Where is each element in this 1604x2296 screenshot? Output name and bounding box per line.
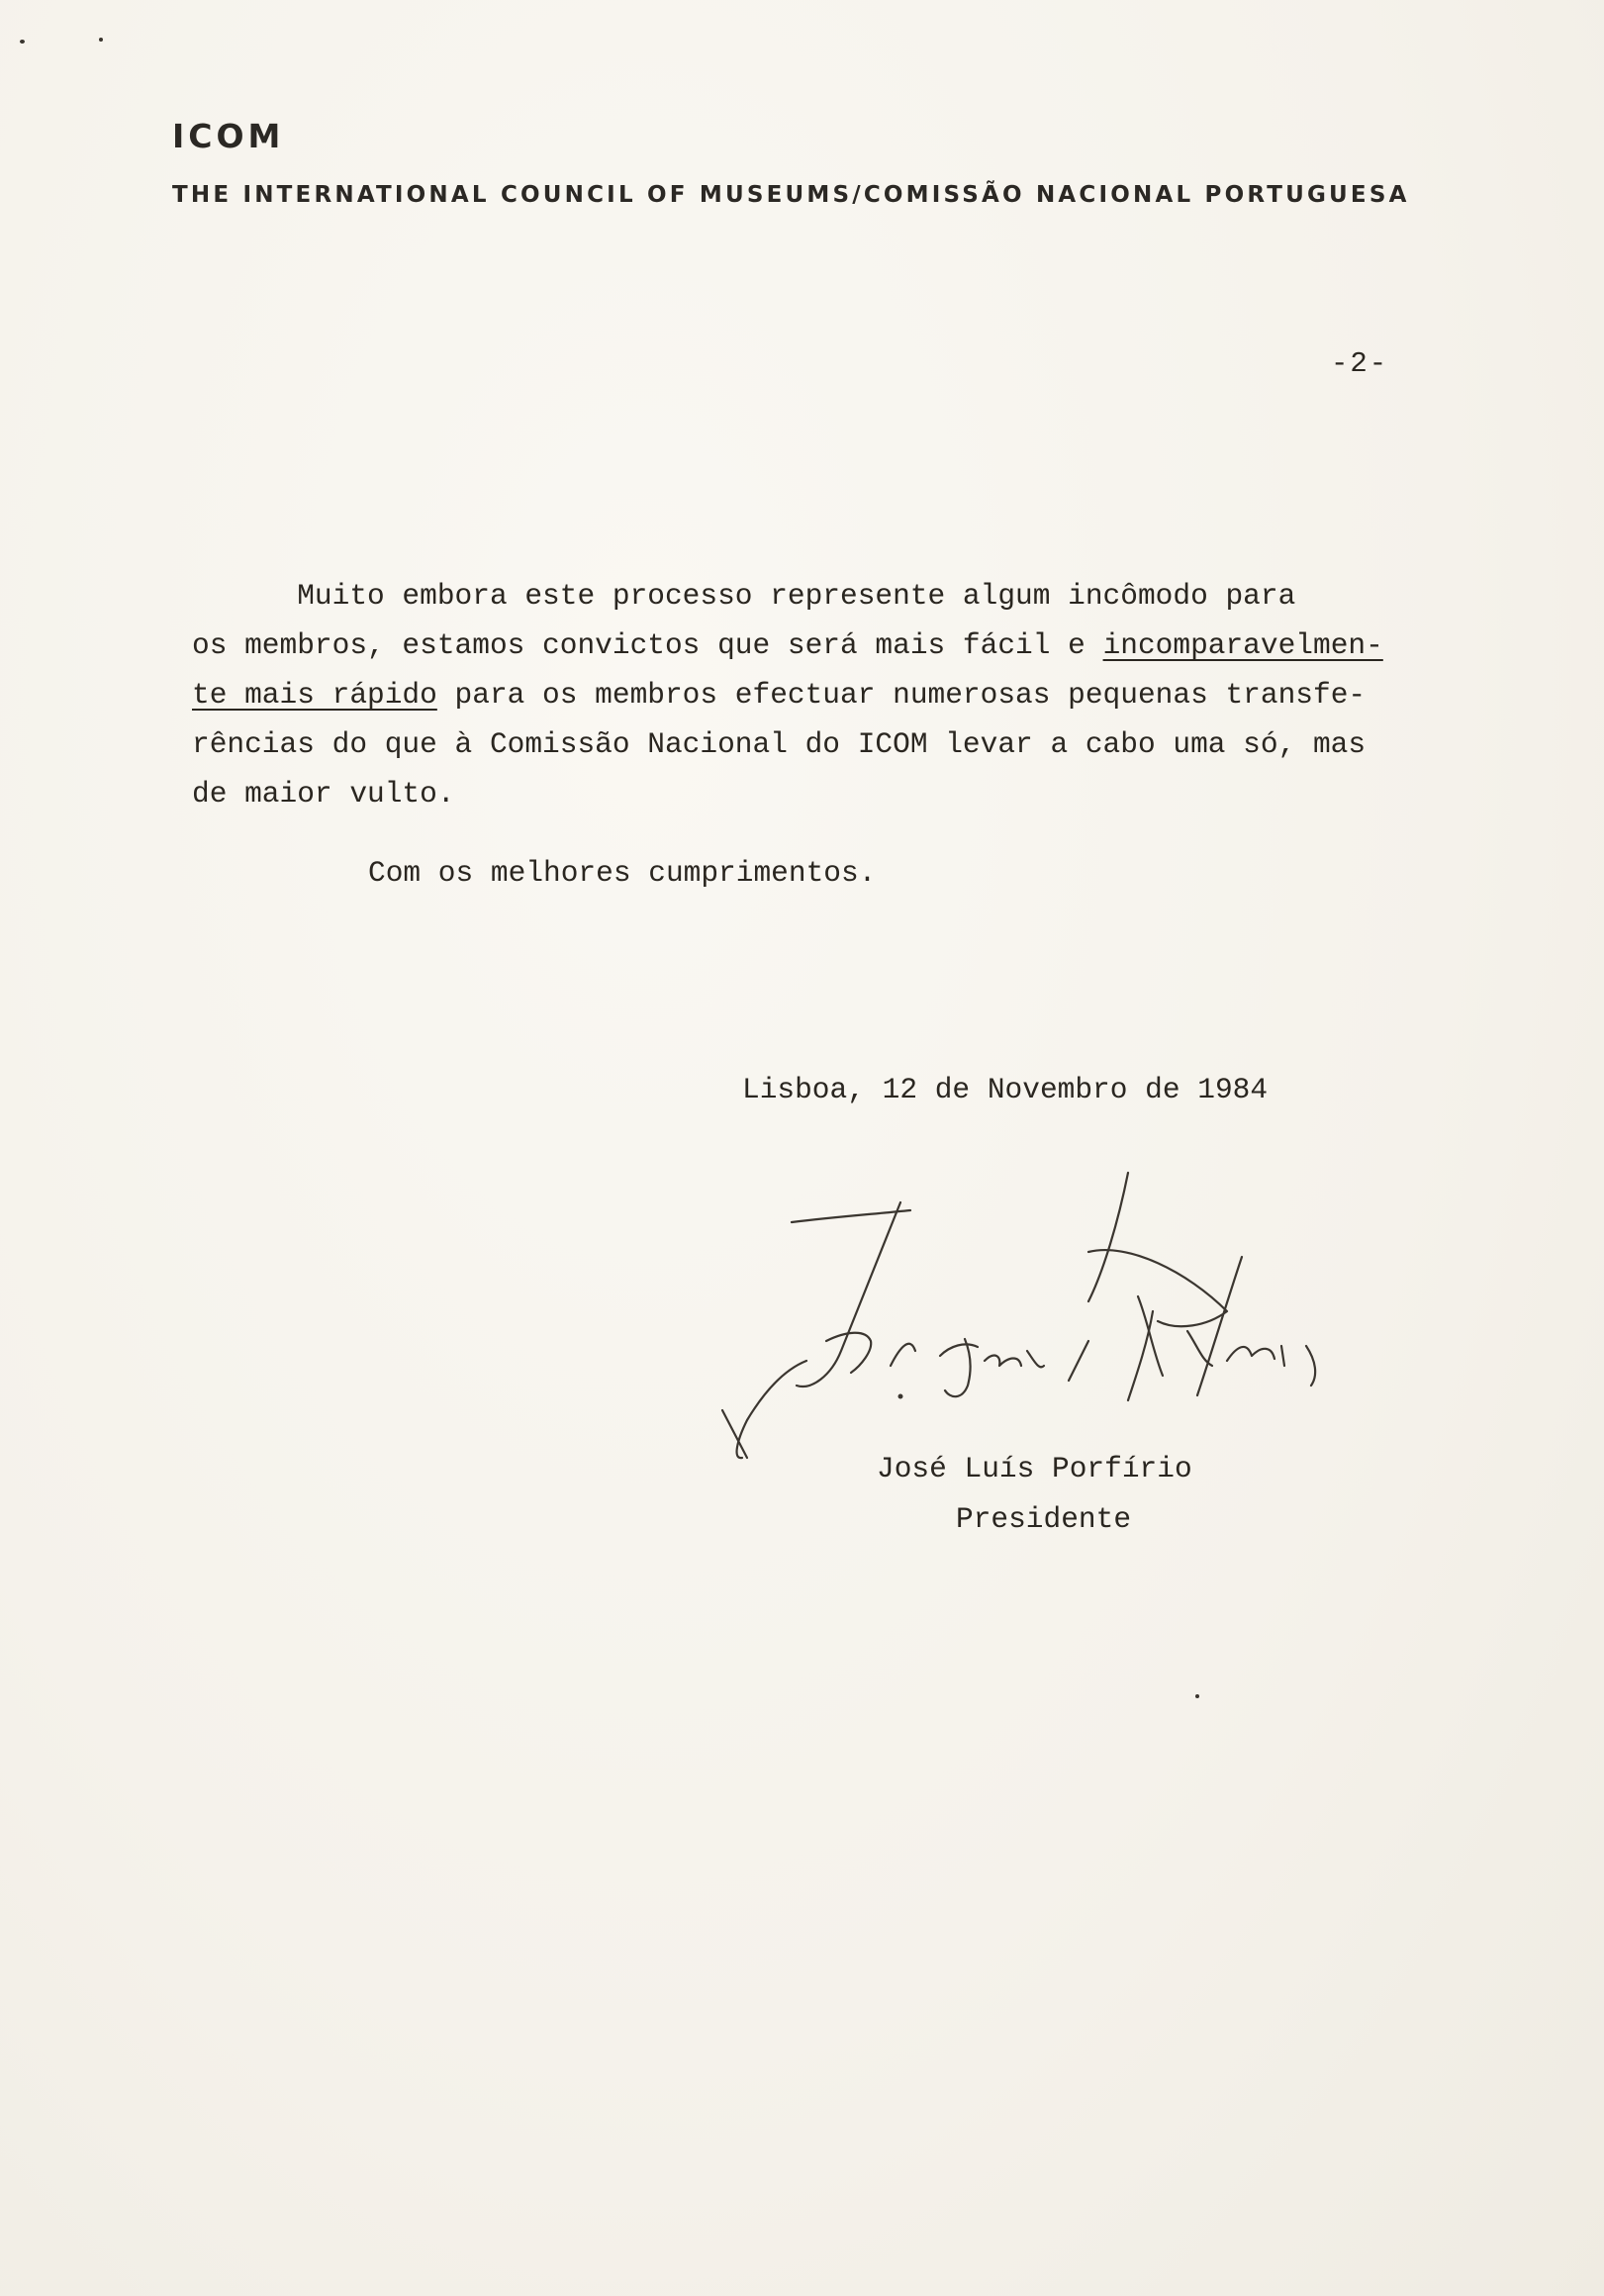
body-line: rências do que à Comissão Nacional do ICOM levar a cabo uma só, mas — [192, 727, 1367, 761]
body-line: de maior vulto. — [192, 777, 455, 811]
letterhead-organization-name: THE INTERNATIONAL COUNCIL OF MUSEUMS/COMISSÃO NACIONAL PORTUGUESA — [172, 182, 1410, 208]
paper-speck — [99, 38, 103, 42]
body-line-text: os membros, estamos convictos que será mais fácil e — [192, 628, 1103, 662]
underlined-emphasis: incomparavelmen- — [1102, 628, 1383, 662]
place-and-date: Lisboa, 12 de Novembro de 1984 — [742, 1073, 1269, 1106]
signer-name: José Luís Porfírio — [877, 1452, 1192, 1485]
body-line-text: para os membros efectuar numerosas pequenas transfe- — [436, 678, 1367, 712]
paper-speck — [20, 40, 25, 44]
page-number: -2- — [1331, 347, 1389, 380]
paper-speck — [1195, 1694, 1199, 1698]
letterhead-abbreviation: ICOM — [172, 117, 285, 155]
handwritten-signature — [712, 1163, 1385, 1480]
underlined-emphasis: te mais rápido — [192, 678, 437, 712]
signer-title: Presidente — [956, 1502, 1132, 1536]
body-line: Muito embora este processo represente algum incômodo para — [192, 579, 1296, 613]
body-line — [192, 670, 1538, 719]
closing-salutation: Com os melhores cumprimentos. — [368, 856, 877, 890]
letter-body — [192, 571, 1538, 818]
body-line — [192, 621, 1538, 670]
